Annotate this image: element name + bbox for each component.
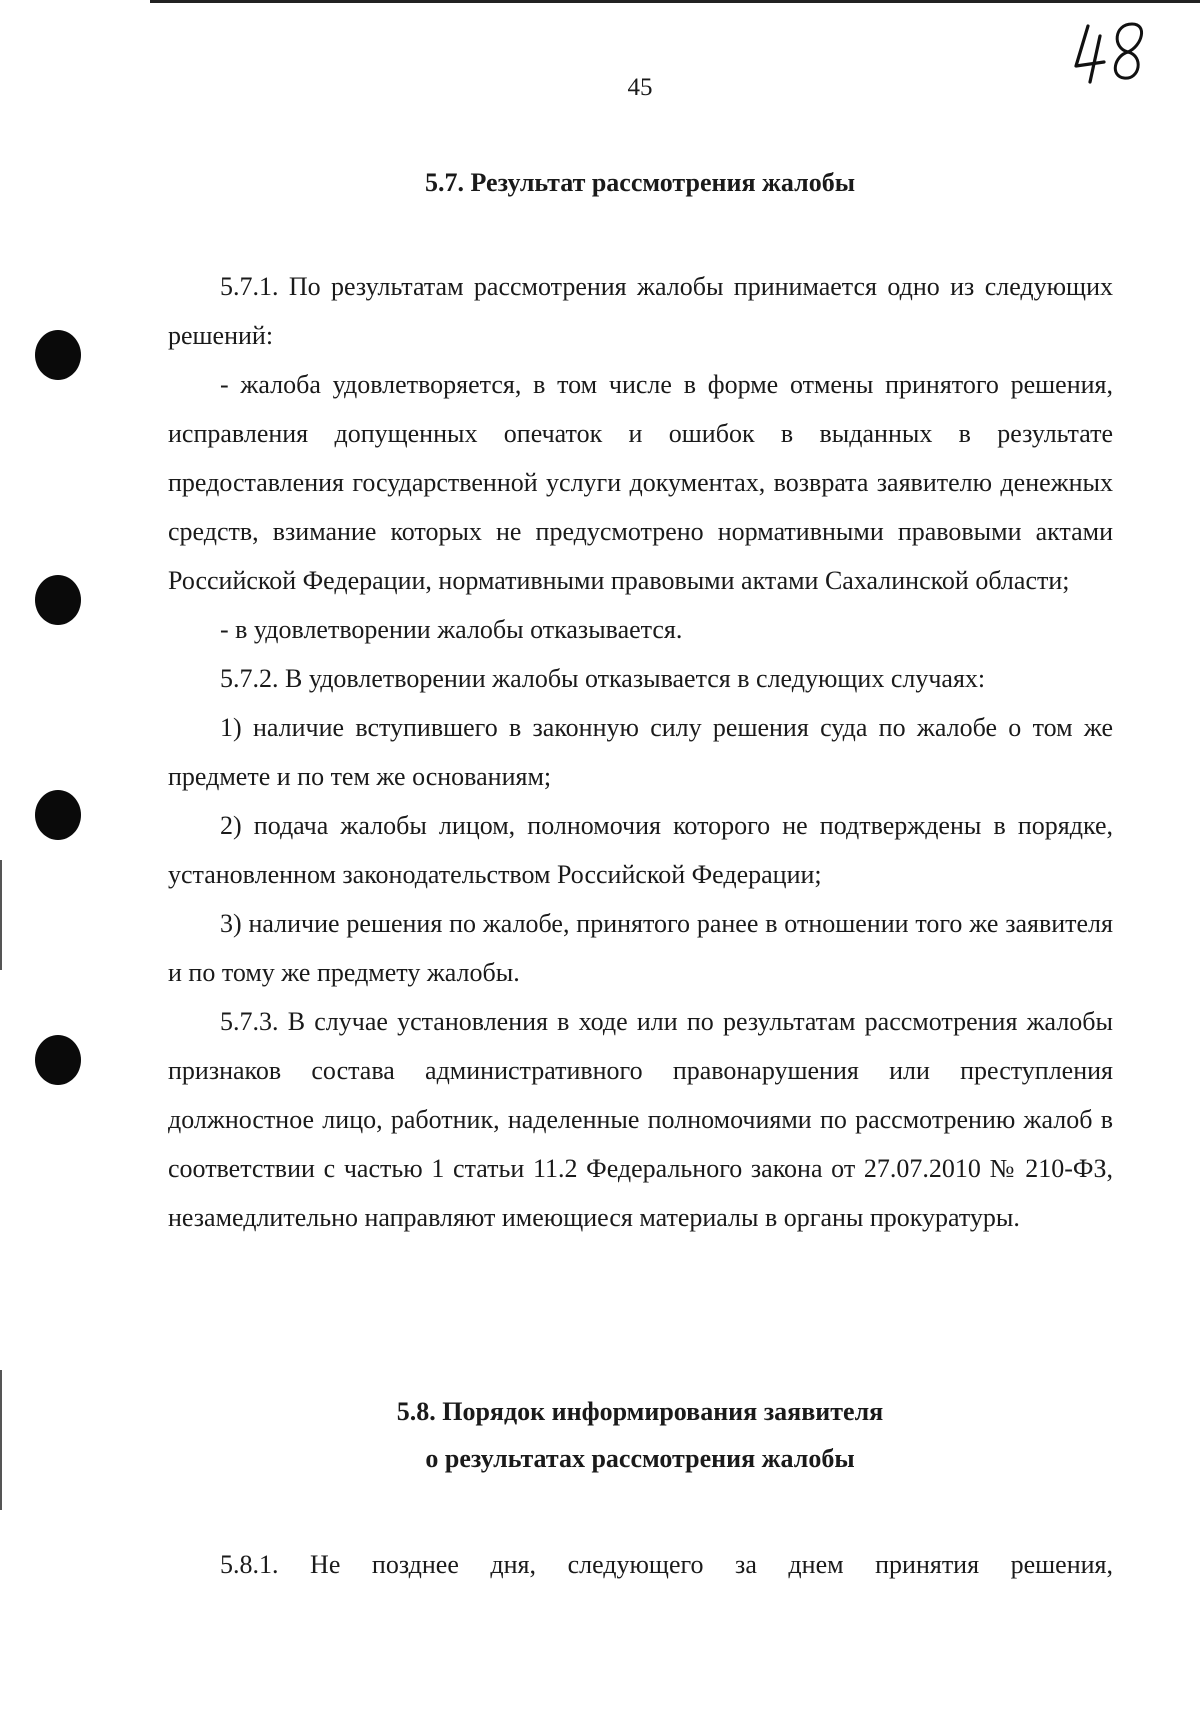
section-5-7-body [168,262,1113,1242]
punch-hole [35,575,81,625]
paragraph-5-7-3: 5.7.3. В случае установления в ходе или по результатам рассмотрения жалобы признаков состава административного правонарушения или преступления должностное лицо, работник, наделенные полномочиями по рассмотрению жалоб в соответствии с частью 1 статьи 11.2 Федерального закона от 27.07.2010 № 210-ФЗ, незамедлительно направляют имеющиеся материалы в органы прокуратуры. [168,1007,1113,1232]
punch-hole [35,790,81,840]
section-5-8-title-line2: о результатах рассмотрения жалобы [425,1444,855,1473]
section-5-8-body [168,1540,1113,1589]
scan-top-border [150,0,1200,3]
punch-hole [35,1035,81,1085]
punch-hole [35,330,81,380]
page-number: 45 [627,74,653,101]
paragraph-refused: - в удовлетворении жалобы отказывается. [220,615,683,644]
paragraph-5-7-1: 5.7.1. По результатам рассмотрения жалобы принимается одно из следующих решений: [168,272,1113,350]
section-5-8-title-line1: 5.8. Порядок информирования заявителя [396,1397,884,1426]
list-item-1: 1) наличие вступившего в законную силу решения суда по жалобе о том же предмете и по тем же основаниям; [168,713,1113,791]
handwritten-page-number [1070,18,1180,88]
paragraph-5-8-1: 5.8.1. Не позднее дня, следующего за днем принятия решения, [220,1550,1113,1579]
scan-left-edge-mark [0,1370,2,1510]
paragraph-satisfied: - жалоба удовлетворяется, в том числе в форме отмены принятого решения, исправления допущенных опечаток и ошибок в выданных в результате предоставления государственной услуги документах, возврата заявителю денежных средств, взимание которых не предусмотрено нормативными правовыми актами Российской Федерации, нормативными правовыми актами Сахалинской области; [168,370,1113,595]
list-item-3: 3) наличие решения по жалобе, принятого ранее в отношении того же заявителя и по тому же предмету жалобы. [168,909,1113,987]
scan-left-edge-mark [0,860,2,970]
section-5-7-title: 5.7. Результат рассмотрения жалобы [424,168,855,197]
paragraph-5-7-2: 5.7.2. В удовлетворении жалобы отказывается в следующих случаях: [220,664,986,693]
list-item-2: 2) подача жалобы лицом, полномочия которого не подтверждены в порядке, установленном законодательством Российской Федерации; [168,811,1113,889]
